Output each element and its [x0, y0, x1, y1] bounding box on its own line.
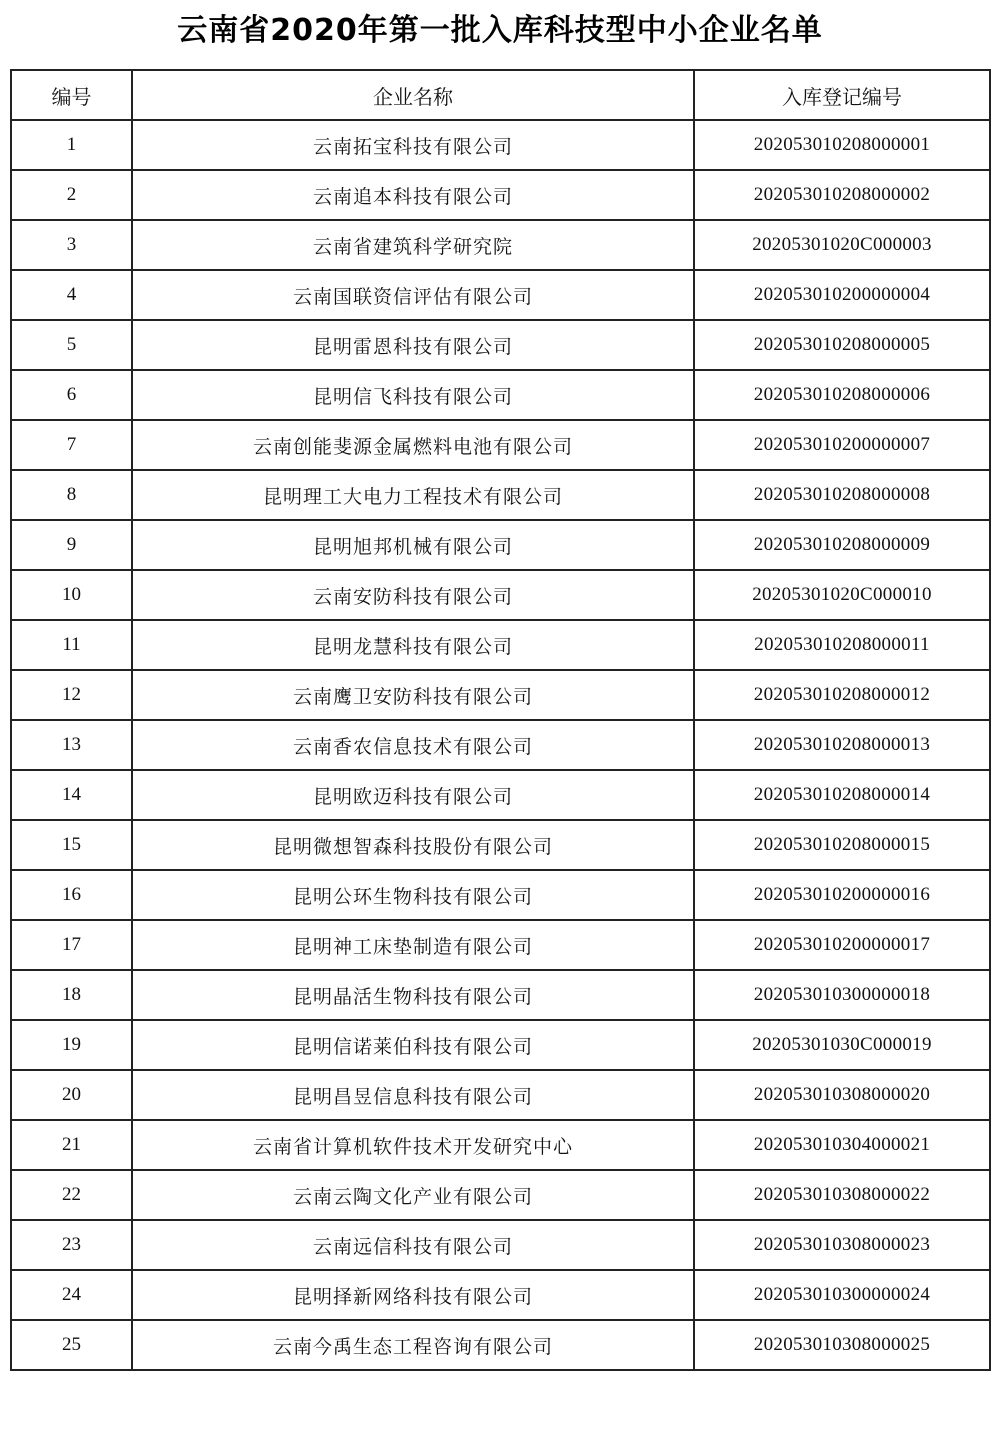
row-number: 5 — [11, 320, 132, 370]
registration-code: 202053010208000015 — [694, 820, 990, 870]
table-row — [11, 270, 990, 320]
company-name: 云南追本科技有限公司 — [132, 170, 694, 220]
table-header-row — [11, 70, 990, 120]
company-name: 昆明信诺莱伯科技有限公司 — [132, 1020, 694, 1070]
registration-code: 202053010300000018 — [694, 970, 990, 1020]
company-name: 云南今禹生态工程咨询有限公司 — [132, 1320, 694, 1370]
company-name: 云南安防科技有限公司 — [132, 570, 694, 620]
row-number: 14 — [11, 770, 132, 820]
registration-code: 202053010208000013 — [694, 720, 990, 770]
row-number: 22 — [11, 1170, 132, 1220]
table-row — [11, 520, 990, 570]
table-row — [11, 1170, 990, 1220]
company-name: 昆明微想智森科技股份有限公司 — [132, 820, 694, 870]
company-name: 云南创能斐源金属燃料电池有限公司 — [132, 420, 694, 470]
table-row — [11, 470, 990, 520]
company-name: 昆明昌昱信息科技有限公司 — [132, 1070, 694, 1120]
registration-code: 202053010208000011 — [694, 620, 990, 670]
table-row — [11, 570, 990, 620]
registration-code: 202053010208000001 — [694, 120, 990, 170]
table-row — [11, 220, 990, 270]
registration-code: 202053010308000025 — [694, 1320, 990, 1370]
row-number: 19 — [11, 1020, 132, 1070]
row-number: 20 — [11, 1070, 132, 1120]
table-row — [11, 770, 990, 820]
registration-code: 20205301020C000010 — [694, 570, 990, 620]
header-number: 编号 — [11, 70, 132, 120]
table-row — [11, 1070, 990, 1120]
company-list-table — [10, 69, 991, 1371]
table-row — [11, 620, 990, 670]
company-name: 昆明神工床垫制造有限公司 — [132, 920, 694, 970]
row-number: 18 — [11, 970, 132, 1020]
row-number: 6 — [11, 370, 132, 420]
company-name: 云南省建筑科学研究院 — [132, 220, 694, 270]
row-number: 21 — [11, 1120, 132, 1170]
table-row — [11, 370, 990, 420]
table-row — [11, 1220, 990, 1270]
table-row — [11, 1120, 990, 1170]
company-name: 云南香农信息技术有限公司 — [132, 720, 694, 770]
header-company-name: 企业名称 — [132, 70, 694, 120]
table-row — [11, 720, 990, 770]
row-number: 7 — [11, 420, 132, 470]
company-name: 云南拓宝科技有限公司 — [132, 120, 694, 170]
company-name: 昆明龙慧科技有限公司 — [132, 620, 694, 670]
row-number: 10 — [11, 570, 132, 620]
row-number: 1 — [11, 120, 132, 170]
company-name: 云南云陶文化产业有限公司 — [132, 1170, 694, 1220]
page-title: 云南省2020年第一批入库科技型中小企业名单 — [177, 13, 823, 48]
company-name: 昆明信飞科技有限公司 — [132, 370, 694, 420]
table-row — [11, 870, 990, 920]
row-number: 15 — [11, 820, 132, 870]
table-row — [11, 920, 990, 970]
row-number: 2 — [11, 170, 132, 220]
registration-code: 202053010208000008 — [694, 470, 990, 520]
company-name: 云南国联资信评估有限公司 — [132, 270, 694, 320]
registration-code: 20205301020C000003 — [694, 220, 990, 270]
table-row — [11, 1320, 990, 1370]
table-row — [11, 1020, 990, 1070]
registration-code: 202053010300000024 — [694, 1270, 990, 1320]
row-number: 3 — [11, 220, 132, 270]
company-name: 昆明择新网络科技有限公司 — [132, 1270, 694, 1320]
company-name: 昆明理工大电力工程技术有限公司 — [132, 470, 694, 520]
registration-code: 202053010304000021 — [694, 1120, 990, 1170]
row-number: 8 — [11, 470, 132, 520]
table-row — [11, 1270, 990, 1320]
registration-code: 202053010200000017 — [694, 920, 990, 970]
registration-code: 202053010308000020 — [694, 1070, 990, 1120]
company-name: 昆明欧迈科技有限公司 — [132, 770, 694, 820]
table-body — [11, 120, 990, 1370]
table-row — [11, 670, 990, 720]
row-number: 13 — [11, 720, 132, 770]
registration-code: 202053010208000012 — [694, 670, 990, 720]
row-number: 17 — [11, 920, 132, 970]
company-name: 昆明旭邦机械有限公司 — [132, 520, 694, 570]
table-row — [11, 170, 990, 220]
row-number: 25 — [11, 1320, 132, 1370]
table-row — [11, 120, 990, 170]
row-number: 11 — [11, 620, 132, 670]
company-name: 云南鹰卫安防科技有限公司 — [132, 670, 694, 720]
company-name: 昆明晶活生物科技有限公司 — [132, 970, 694, 1020]
company-name: 云南远信科技有限公司 — [132, 1220, 694, 1270]
registration-code: 202053010208000005 — [694, 320, 990, 370]
header-registration-code: 入库登记编号 — [694, 70, 990, 120]
table-row — [11, 320, 990, 370]
row-number: 24 — [11, 1270, 132, 1320]
registration-code: 202053010208000014 — [694, 770, 990, 820]
company-name: 昆明雷恩科技有限公司 — [132, 320, 694, 370]
registration-code: 202053010308000022 — [694, 1170, 990, 1220]
registration-code: 202053010208000006 — [694, 370, 990, 420]
registration-code: 202053010208000009 — [694, 520, 990, 570]
registration-code: 202053010208000002 — [694, 170, 990, 220]
row-number: 16 — [11, 870, 132, 920]
table-row — [11, 820, 990, 870]
table-row — [11, 420, 990, 470]
row-number: 9 — [11, 520, 132, 570]
registration-code: 202053010200000007 — [694, 420, 990, 470]
row-number: 4 — [11, 270, 132, 320]
registration-code: 202053010308000023 — [694, 1220, 990, 1270]
row-number: 12 — [11, 670, 132, 720]
company-name: 昆明公环生物科技有限公司 — [132, 870, 694, 920]
table-row — [11, 970, 990, 1020]
registration-code: 202053010200000016 — [694, 870, 990, 920]
company-name: 云南省计算机软件技术开发研究中心 — [132, 1120, 694, 1170]
registration-code: 20205301030C000019 — [694, 1020, 990, 1070]
row-number: 23 — [11, 1220, 132, 1270]
registration-code: 202053010200000004 — [694, 270, 990, 320]
